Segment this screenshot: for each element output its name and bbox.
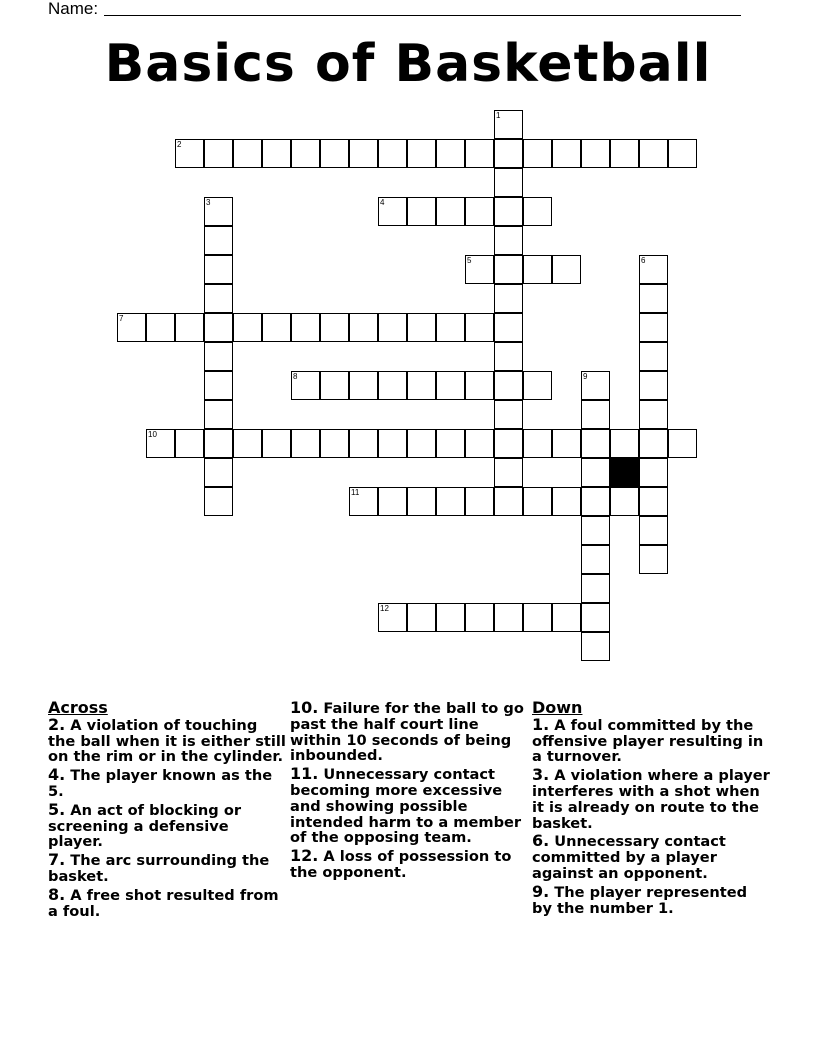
clue-number-label: 1 [496, 111, 501, 120]
across-clue [290, 766, 526, 846]
grid-cell[interactable] [668, 139, 697, 168]
grid-cell[interactable] [494, 313, 523, 342]
grid-cell[interactable] [204, 429, 233, 458]
grid-cell[interactable] [494, 255, 523, 284]
grid-cell[interactable] [204, 458, 233, 487]
grid-cell[interactable] [610, 139, 639, 168]
clue-number: 1. [532, 714, 550, 734]
grid-cell[interactable] [581, 603, 610, 632]
grid-cell[interactable] [117, 313, 146, 342]
grid-cell[interactable] [407, 429, 436, 458]
grid-cell[interactable] [436, 313, 465, 342]
grid-cell[interactable] [175, 139, 204, 168]
grid-cell[interactable] [494, 168, 523, 197]
grid-cell[interactable] [523, 487, 552, 516]
across-clue [48, 799, 288, 851]
grid-cell[interactable] [262, 313, 291, 342]
grid-cell[interactable] [378, 313, 407, 342]
clue-number: 6. [532, 831, 550, 851]
across-clue [48, 714, 288, 766]
across-clue [290, 700, 526, 764]
grid-cell[interactable] [639, 255, 668, 284]
down-clues-column [532, 700, 772, 918]
grid-cell[interactable] [581, 429, 610, 458]
grid-cell[interactable] [320, 313, 349, 342]
grid-cell[interactable] [639, 516, 668, 545]
grid-cell[interactable] [436, 487, 465, 516]
grid-cell[interactable] [639, 342, 668, 371]
across-clue [48, 852, 288, 885]
grid-cell[interactable] [552, 487, 581, 516]
clue-text: A foul committed by the offensive player resulting in a turnover. [532, 716, 764, 766]
clue-number-label: 3 [206, 198, 211, 207]
grid-cell[interactable] [262, 139, 291, 168]
grid-cell[interactable] [465, 313, 494, 342]
clue-number-label: 9 [583, 372, 588, 381]
grid-cell[interactable] [407, 313, 436, 342]
grid-cell[interactable] [204, 487, 233, 516]
clue-number-label: 8 [293, 372, 298, 381]
grid-cell[interactable] [204, 284, 233, 313]
grid-cell[interactable] [233, 313, 262, 342]
grid-cell[interactable] [494, 429, 523, 458]
grid-cell[interactable] [291, 139, 320, 168]
black-cell [610, 458, 639, 487]
clue-number-label: 2 [177, 140, 182, 149]
grid-cell[interactable] [349, 139, 378, 168]
grid-cell[interactable] [378, 487, 407, 516]
grid-cell[interactable] [465, 139, 494, 168]
grid-cell[interactable] [523, 197, 552, 226]
grid-cell[interactable] [639, 313, 668, 342]
grid-cell[interactable] [494, 342, 523, 371]
down-clue [532, 833, 772, 881]
grid-cell[interactable] [581, 400, 610, 429]
grid-cell[interactable] [320, 139, 349, 168]
across-clues-column-1 [48, 700, 288, 921]
grid-cell[interactable] [581, 487, 610, 516]
grid-cell[interactable] [291, 429, 320, 458]
across-clue [48, 884, 288, 920]
grid-cell[interactable] [639, 487, 668, 516]
grid-cell[interactable] [291, 371, 320, 400]
grid-cell[interactable] [465, 197, 494, 226]
clue-text: The player known as the 5. [48, 767, 273, 800]
grid-cell[interactable] [494, 284, 523, 313]
grid-cell[interactable] [581, 371, 610, 400]
across-clue [48, 767, 288, 800]
clue-number-label: 10 [148, 430, 157, 439]
grid-cell[interactable] [204, 313, 233, 342]
grid-cell[interactable] [233, 429, 262, 458]
across-heading: Across [48, 698, 108, 717]
grid-cell[interactable] [552, 139, 581, 168]
grid-cell[interactable] [407, 197, 436, 226]
clue-number: 3. [532, 765, 550, 785]
grid-cell[interactable] [349, 429, 378, 458]
grid-cell[interactable] [436, 371, 465, 400]
grid-cell[interactable] [610, 487, 639, 516]
grid-cell[interactable] [494, 226, 523, 255]
grid-cell[interactable] [204, 342, 233, 371]
grid-cell[interactable] [204, 226, 233, 255]
grid-cell[interactable] [581, 139, 610, 168]
grid-cell[interactable] [204, 400, 233, 429]
grid-cell[interactable] [494, 400, 523, 429]
clue-number: 10. [290, 698, 319, 717]
grid-cell[interactable] [378, 197, 407, 226]
grid-cell[interactable] [320, 429, 349, 458]
grid-cell[interactable] [407, 371, 436, 400]
grid-cell[interactable] [175, 429, 204, 458]
clue-number: 9. [532, 881, 550, 901]
grid-cell[interactable] [639, 429, 668, 458]
grid-cell[interactable] [407, 139, 436, 168]
grid-cell[interactable] [465, 603, 494, 632]
clue-text: A violation of touching the ball when it is either still on the rim or in the cylinder. [48, 716, 286, 766]
grid-cell[interactable] [581, 458, 610, 487]
grid-cell[interactable] [552, 603, 581, 632]
grid-cell[interactable] [494, 603, 523, 632]
grid-cell[interactable] [639, 400, 668, 429]
clue-number-label: 7 [119, 314, 124, 323]
clue-text: An act of blocking or screening a defensive player. [48, 801, 242, 851]
grid-cell[interactable] [407, 603, 436, 632]
grid-cell[interactable] [494, 139, 523, 168]
grid-cell[interactable] [378, 429, 407, 458]
grid-cell[interactable] [262, 429, 291, 458]
grid-cell[interactable] [465, 371, 494, 400]
grid-cell[interactable] [204, 371, 233, 400]
grid-cell[interactable] [581, 632, 610, 661]
clue-number: 2. [48, 714, 66, 734]
grid-cell[interactable] [233, 139, 262, 168]
grid-cell[interactable] [407, 487, 436, 516]
clue-text: A free shot resulted from a foul. [48, 886, 279, 920]
grid-cell[interactable] [639, 284, 668, 313]
across-clue [290, 848, 526, 881]
grid-cell[interactable] [523, 255, 552, 284]
grid-cell[interactable] [523, 371, 552, 400]
grid-cell[interactable] [349, 371, 378, 400]
grid-cell[interactable] [465, 429, 494, 458]
grid-cell[interactable] [349, 313, 378, 342]
grid-cell[interactable] [378, 139, 407, 168]
grid-cell[interactable] [465, 487, 494, 516]
grid-cell[interactable] [552, 255, 581, 284]
grid-cell[interactable] [639, 458, 668, 487]
grid-cell[interactable] [581, 516, 610, 545]
grid-cell[interactable] [146, 429, 175, 458]
grid-cell[interactable] [436, 197, 465, 226]
page-title: Basics of Basketball [104, 34, 712, 94]
grid-cell[interactable] [175, 313, 204, 342]
clue-number-label: 4 [380, 198, 385, 207]
across-clues-column-2 [290, 700, 526, 883]
clue-number-label: 5 [467, 256, 472, 265]
clue-number-label: 12 [380, 604, 389, 613]
name-label: Name: [48, 0, 99, 18]
grid-cell[interactable] [552, 429, 581, 458]
grid-cell[interactable] [204, 197, 233, 226]
clue-text: Unnecessary contact becoming more excessive and showing possible intended harm to a member of the opposing team. [290, 766, 522, 847]
grid-cell[interactable] [320, 371, 349, 400]
grid-cell[interactable] [494, 487, 523, 516]
grid-cell[interactable] [581, 545, 610, 574]
grid-cell[interactable] [436, 139, 465, 168]
grid-cell[interactable] [523, 139, 552, 168]
clue-number: 4. [48, 765, 66, 785]
clue-text: The player represented by the number 1. [532, 883, 748, 917]
grid-cell[interactable] [378, 371, 407, 400]
clue-number: 11. [290, 764, 319, 784]
clue-text: A violation where a player interferes with a shot when it is already on route to the basket. [532, 767, 770, 832]
grid-cell[interactable] [494, 458, 523, 487]
grid-cell[interactable] [610, 429, 639, 458]
grid-cell[interactable] [668, 429, 697, 458]
grid-cell[interactable] [581, 574, 610, 603]
clue-number: 8. [48, 884, 66, 904]
clue-text: Failure for the ball to go past the half court line within 10 seconds of being inbounded. [290, 700, 524, 765]
clue-number-label: 11 [351, 488, 360, 497]
grid-cell[interactable] [494, 110, 523, 139]
grid-cell[interactable] [465, 255, 494, 284]
grid-cell[interactable] [436, 429, 465, 458]
grid-cell[interactable] [204, 139, 233, 168]
down-clue [532, 714, 772, 766]
clue-number: 5. [48, 799, 66, 819]
grid-cell[interactable] [523, 603, 552, 632]
down-clue [532, 881, 772, 917]
grid-cell[interactable] [436, 603, 465, 632]
clue-number-label: 6 [641, 256, 646, 265]
clue-number: 7. [48, 850, 66, 870]
grid-cell[interactable] [639, 371, 668, 400]
grid-cell[interactable] [494, 371, 523, 400]
clue-text: The arc surrounding the basket. [48, 852, 270, 885]
down-clue [532, 767, 772, 831]
grid-cell[interactable] [639, 545, 668, 574]
clue-text: A loss of possession to the opponent. [290, 848, 512, 881]
grid-cell[interactable] [639, 139, 668, 168]
grid-cell[interactable] [146, 313, 175, 342]
clue-number: 12. [290, 846, 319, 866]
grid-cell[interactable] [494, 197, 523, 226]
grid-cell[interactable] [378, 603, 407, 632]
grid-cell[interactable] [204, 255, 233, 284]
down-heading: Down [532, 698, 583, 717]
grid-cell[interactable] [349, 487, 378, 516]
grid-cell[interactable] [523, 429, 552, 458]
grid-cell[interactable] [291, 313, 320, 342]
clue-text: Unnecessary contact committed by a player against an opponent. [532, 833, 726, 882]
